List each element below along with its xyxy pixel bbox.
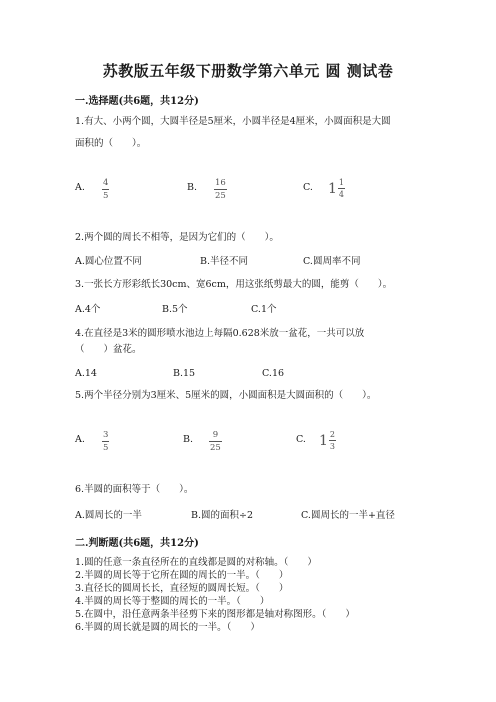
question-6-options	[75, 506, 455, 526]
option-c-mixed-number: 1 $\frac{2}{3}$	[319, 430, 336, 451]
question-4-line-1: 4.在直径是3米的圆形喷水池边上每隔0.628米放一盆花，一共可以放	[75, 328, 365, 339]
question-4-options	[75, 364, 455, 384]
option-c: C.圆周长的一半+直径	[301, 510, 395, 521]
option-a-fraction: 4 5	[103, 178, 109, 201]
question-1-line-2: 面积的（ ）。	[75, 138, 147, 149]
option-c-label: C.	[296, 434, 306, 445]
option-b-label: B.	[187, 182, 198, 193]
question-4-line-2: （ ）盆花。	[75, 344, 142, 355]
option-a-label: A.	[75, 182, 85, 193]
question-6: 6.半圆的面积等于（ ）。	[75, 484, 194, 495]
question-1-options	[75, 178, 455, 201]
page-title: 苏教版五年级下册数学第六单元 圆 测试卷	[102, 62, 394, 80]
option-b: B.半径不同	[200, 256, 249, 267]
option-b-fraction: 16 25	[215, 178, 226, 201]
judge-item: 5.在圆中，沿任意两条半径剪下来的图形都是轴对称图形。（ ）	[75, 609, 355, 620]
option-c: C.1个	[251, 304, 277, 315]
option-a: A.圆心位置不同	[75, 256, 142, 267]
option-a: A.圆周长的一半	[75, 510, 142, 521]
option-a-fraction: 3 5	[103, 430, 109, 453]
option-b-label: B.	[183, 434, 194, 445]
question-1-line-1: 1.有大、小两个圆，大圆半径是5厘米，小圆半径是4厘米，小圆面积是大圆	[75, 116, 391, 127]
question-3-options	[75, 300, 455, 320]
option-a: A.4个	[75, 304, 101, 315]
question-2-options	[75, 252, 455, 272]
option-b: B.圆的面积÷2	[191, 510, 254, 521]
option-c-label: C.	[303, 182, 313, 193]
judge-item: 1.圆的任意一条直径所在的直线都是圆的对称轴。（ ）	[75, 557, 317, 568]
question-3: 3.一张长方形彩纸长30cm、宽6cm，用这张纸剪最大的圆，能剪（ ）。	[75, 279, 393, 290]
option-c: C.16	[262, 368, 285, 379]
question-5-options	[75, 430, 455, 453]
option-a-label: A.	[75, 434, 85, 445]
option-b-fraction: 9 25	[210, 430, 221, 453]
option-c-mixed-number: 1 $\frac{1}{4}$	[328, 178, 345, 199]
option-a: A.14	[75, 368, 97, 379]
question-2: 2.两个圆的周长不相等，是因为它们的（ ）。	[75, 232, 279, 243]
option-b: B.5个	[162, 304, 188, 315]
judge-item: 4.半圆的周长等于整圆的周长的一半。（ ）	[75, 596, 270, 607]
judge-item: 3.直径长的圆周长长，直径短的圆周长短。（ ）	[75, 583, 289, 594]
option-c: C.圆周率不同	[303, 256, 361, 267]
question-5: 5.两个半径分别为3厘米、5厘米的圆，小圆面积是大圆面积的（ ）。	[75, 390, 377, 401]
judge-item: 6.半圆的周长就是圆的周长的一半。（ ）	[75, 622, 260, 633]
section-heading-choice: 一.选择题(共6题，共12分)	[75, 96, 199, 107]
section-heading-judge: 二.判断题(共6题，共12分)	[75, 538, 199, 549]
judge-item: 2.半圆的周长等于它所在圆的周长的一半。（ ）	[75, 570, 289, 581]
option-b: B.15	[173, 368, 196, 379]
